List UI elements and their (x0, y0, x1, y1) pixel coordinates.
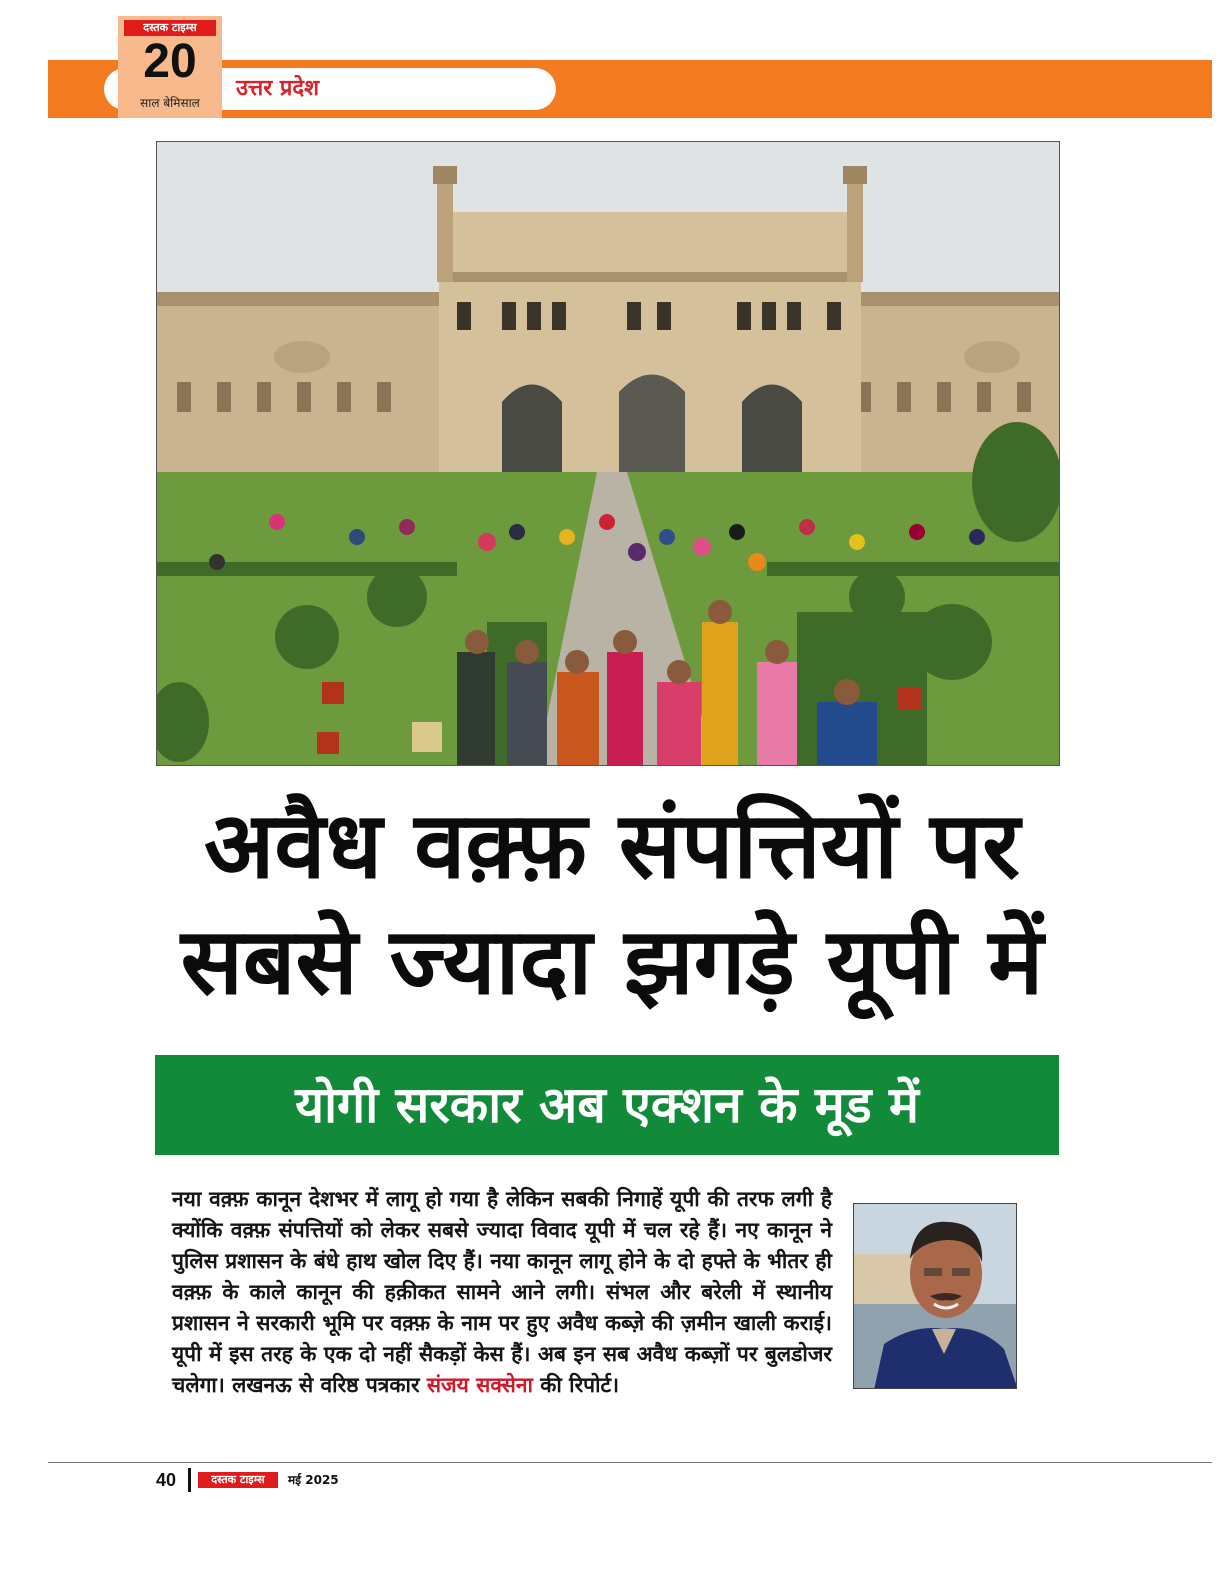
subheadline-strap: योगी सरकार अब एक्शन के मूड में (155, 1055, 1059, 1155)
footer-brand: दस्तक टाइम्स (198, 1472, 278, 1488)
section-label: उत्तर प्रदेश (236, 76, 320, 101)
badge-brand: दस्तक टाइम्स (124, 20, 216, 36)
footer-divider (188, 1468, 191, 1492)
author-portrait-photo-icon (854, 1204, 1017, 1389)
author-name: संजय सक्सेना (426, 1373, 533, 1397)
author-photo (853, 1203, 1017, 1389)
anniversary-badge (118, 16, 222, 118)
intro-paragraph (172, 1184, 832, 1401)
page-number: 40 (156, 1470, 177, 1490)
headline-line-1: अवैध वक़्फ़ संपत्तियों पर (204, 792, 1020, 899)
issue-date: मई 2025 (288, 1473, 339, 1487)
hero-photo (156, 141, 1060, 766)
badge-number: 20 (143, 35, 197, 88)
intro-tail: की रिपोर्ट। (532, 1373, 620, 1397)
badge-tagline: साल बेमिसाल (140, 96, 200, 110)
intro-body: नया वक़्फ़ कानून देशभर में लागू हो गया है लेकिन सबकी निगाहें यूपी की तरफ लगी है क्योंकि वक़्फ़ संपत्तियों को लेकर सबसे ज्यादा विवाद यूपी में चल रहे हैं। नए कानून ने पुलिस प्रशासन के बंधे हाथ खोल दिए हैं। नया कानून लागू होने के दो हफ्ते के भीतर ही वक़्फ़ के काले कानून की हक़ीकत सामने आने लगी। संभल और बरेली में स्थानीय प्रशासन ने सरकारी भूमि पर वक़्फ़ के नाम पर हुए अवैध कब्ज़े की ज़मीन खाली कराई। यूपी में इस तरह के एक दो नहीं सैकड़ों केस हैं। अब इन सब अवैध कब्ज़ों पर बुलडोजर चलेगा। लखनऊ से वरिष्ठ पत्रकार (172, 1187, 832, 1397)
headline-line-2: सबसे ज्यादा झगड़े यूपी में (180, 908, 1044, 1015)
footer-rule (48, 1462, 1212, 1463)
headline (130, 788, 1094, 1020)
monument-crowd-photo-icon (157, 142, 1060, 766)
